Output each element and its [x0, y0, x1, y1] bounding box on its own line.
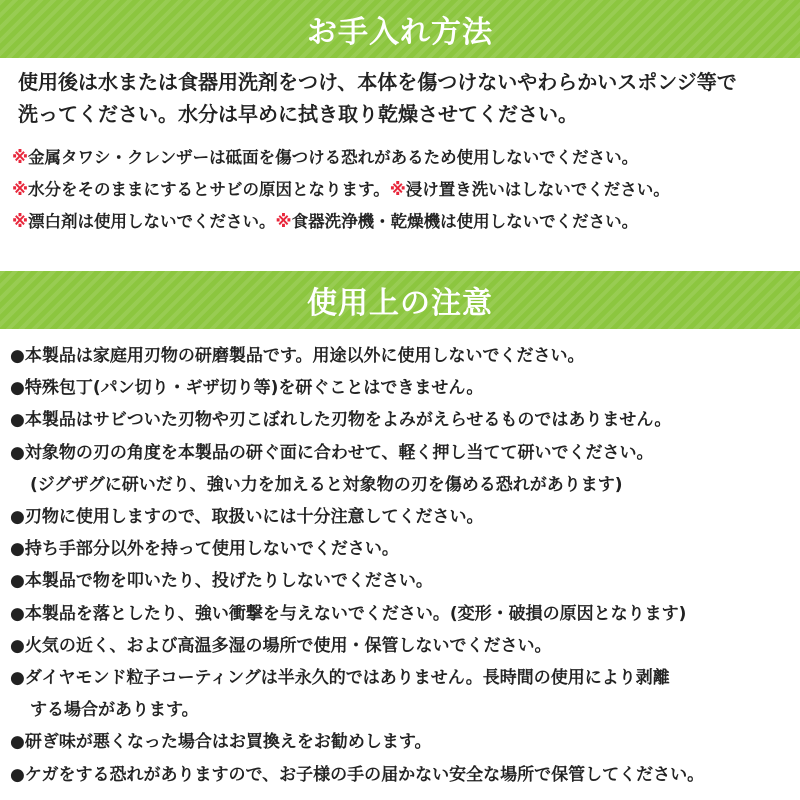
caution-item: ●持ち手部分以外を持って使用しないでください。 — [10, 539, 399, 560]
warning-mark: ※ — [275, 212, 292, 231]
warning-text: 金属タワシ・クレンザーは砥面を傷つける恐れがあるため使用しないでください。 — [28, 148, 639, 167]
care-warnings — [12, 142, 792, 238]
warning-line — [12, 174, 792, 206]
warning-mark: ※ — [389, 180, 406, 199]
caution-item: ●本製品を落としたり、強い衝撃を与えないでください。(変形・破損の原因となります) — [10, 603, 687, 624]
warning-mark: ※ — [12, 148, 29, 167]
care-section-banner — [0, 0, 800, 58]
caution-item-continued: する場合があります。 — [30, 700, 199, 721]
caution-item-continued: (ジグザグに研いだり、強い力を加えると対象物の刃を傷める恐れがあります) — [30, 474, 623, 495]
caution-item: ●研ぎ味が悪くなった場合はお買換えをお勧めします。 — [10, 732, 432, 753]
warning-text: 漂白剤は使用しないでください。 — [28, 212, 276, 231]
care-instructions — [18, 66, 788, 130]
caution-item: ●本製品で物を叩いたり、投げたりしないでください。 — [10, 571, 433, 592]
caution-list — [10, 340, 795, 791]
caution-item: ●刃物に使用しますので、取扱いには十分注意してください。 — [10, 507, 484, 528]
caution-item: ●ダイヤモンド粒子コーティングは半永久的ではありません。長時間の使用により剥離 — [10, 668, 670, 689]
warning-mark: ※ — [12, 212, 29, 231]
warning-text: 食器洗浄機・乾燥機は使用しないでください。 — [291, 212, 639, 231]
caution-item: ●本製品は家庭用刃物の研磨製品です。用途以外に使用しないでください。 — [10, 346, 585, 366]
warning-line — [12, 142, 792, 174]
warning-text: 水分をそのままにするとサビの原因となります。 — [28, 180, 390, 199]
care-section-title: お手入れ方法 — [307, 15, 493, 50]
caution-item: ●対象物の刃の角度を本製品の研ぐ面に合わせて、軽く押し当てて研いでください。 — [10, 442, 654, 463]
care-line: 使用後は水または食器用洗剤をつけ、本体を傷つけないやわらかいスポンジ等で — [18, 70, 737, 94]
caution-section-banner — [0, 271, 800, 329]
warning-text: 浸け置き洗いはしないでください。 — [405, 180, 670, 199]
caution-item: ●本製品はサビついた刃物や刃こぼれした刃物をよみがえらせるものではありません。 — [10, 410, 672, 431]
warning-mark: ※ — [12, 180, 29, 199]
caution-item: ●特殊包丁(パン切り・ギザ切り等)を研ぐことはできません。 — [10, 378, 484, 399]
care-line: 洗ってください。水分は早めに拭き取り乾燥させてください。 — [18, 102, 578, 126]
caution-item: ●火気の近く、および高温多湿の場所で使用・保管しないでください。 — [10, 635, 552, 656]
caution-item: ●ケガをする恐れがありますので、お子様の手の届かない安全な場所で保管してください。 — [10, 764, 705, 785]
caution-section-title: 使用上の注意 — [307, 286, 493, 321]
warning-line — [12, 206, 792, 238]
